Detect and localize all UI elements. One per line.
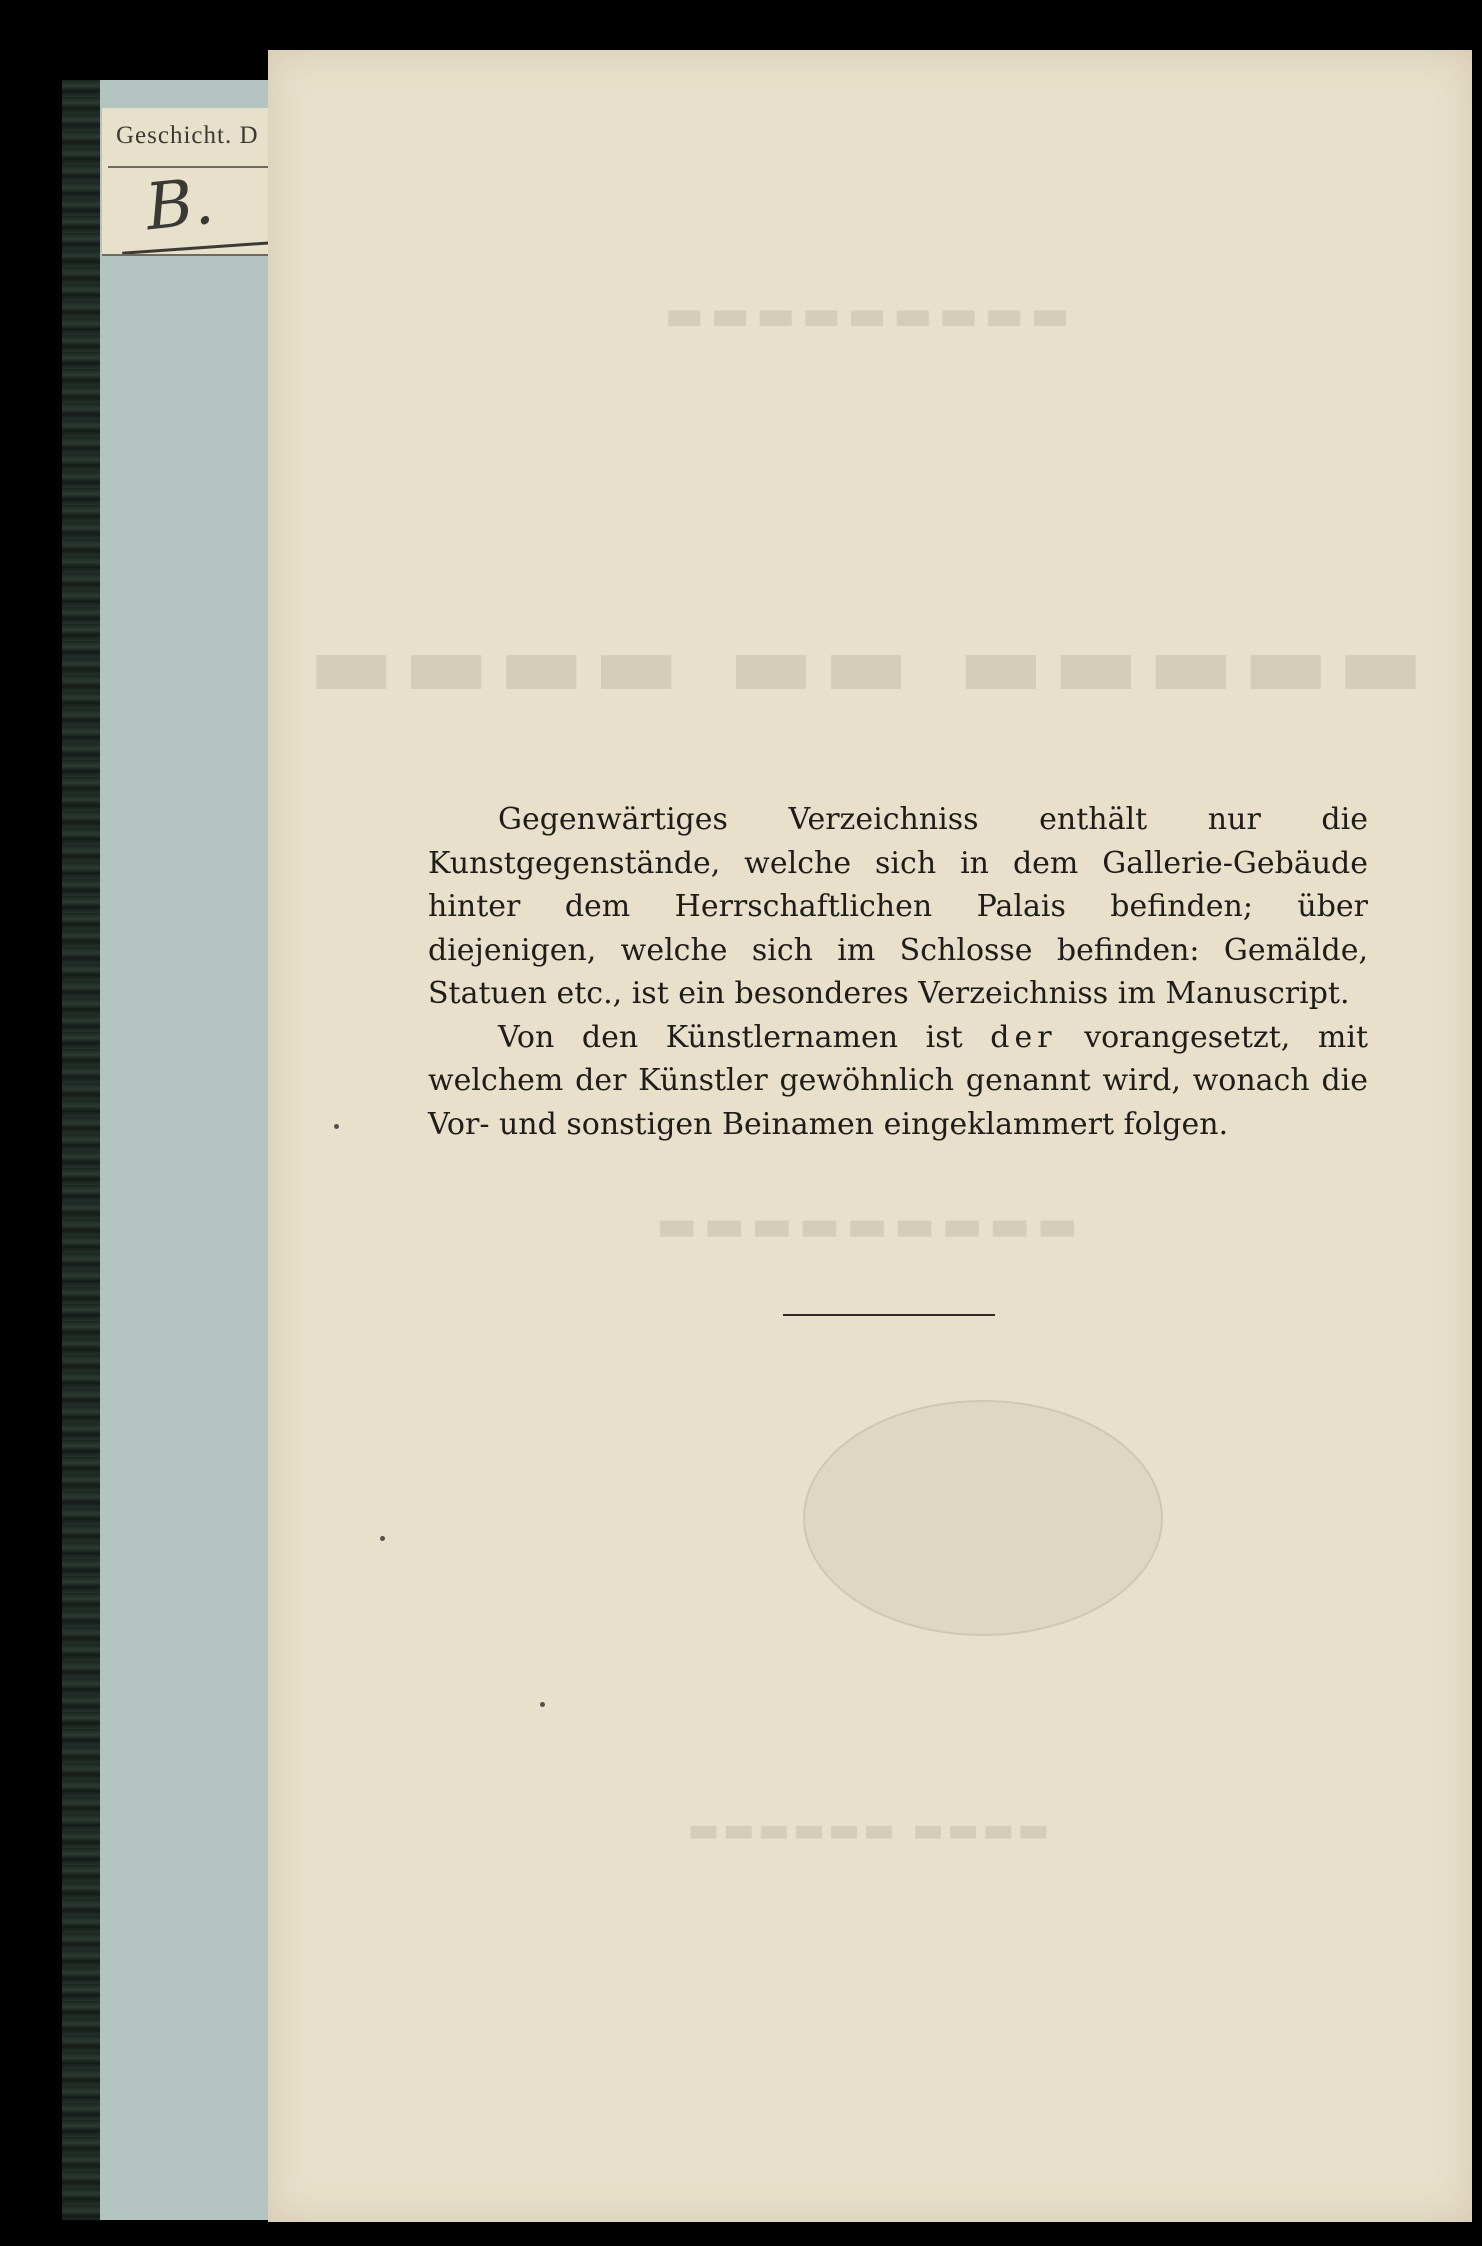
notice-text-run: Von den Künstlernamen ist	[498, 1019, 991, 1055]
embossed-stamp	[803, 1400, 1163, 1636]
bleed-through-title: ▬▬▬▬ ▬▬ ▬▬▬▬▬	[307, 610, 1433, 718]
notice-paragraph	[428, 1016, 1368, 1147]
shelf-mark-underline	[122, 240, 286, 254]
paper-speck	[540, 1702, 545, 1707]
shelf-mark: B.	[142, 164, 218, 246]
document-page	[268, 50, 1472, 2222]
notice-text-run: vorangesetzt, mit welchem der Künstler gewöhnlich genannt wird, wonach die Vor- und sonstigen Beinamen eingeklammert folgen.	[428, 1019, 1369, 1142]
paper-speck	[334, 1124, 339, 1129]
bleed-through-line: ▬▬▬▬▬▬ ▬▬▬▬	[687, 1810, 1053, 1850]
label-heading: Geschicht. D	[116, 122, 259, 149]
paper-speck	[380, 1536, 385, 1541]
section-divider	[783, 1314, 995, 1316]
bleed-through-line: ▬▬▬▬▬▬▬▬▬	[655, 1200, 1085, 1251]
spaced-emphasis: der	[990, 1019, 1057, 1055]
bleed-through-line: ▬▬▬▬▬▬▬▬▬	[664, 290, 1076, 339]
notice-text	[428, 798, 1368, 1146]
notice-paragraph: Gegenwärtiges Verzeichniss enthält nur die Kunstgegenstände, welche sich in dem Gallerie-Gebäude hinter dem Herrschaftlichen Palais befinden; über diejenigen, welche sich im Schlosse befinden: Gemälde, Statuen etc., ist ein besonderes Verzeichniss im Manuscript.	[428, 802, 1368, 1011]
